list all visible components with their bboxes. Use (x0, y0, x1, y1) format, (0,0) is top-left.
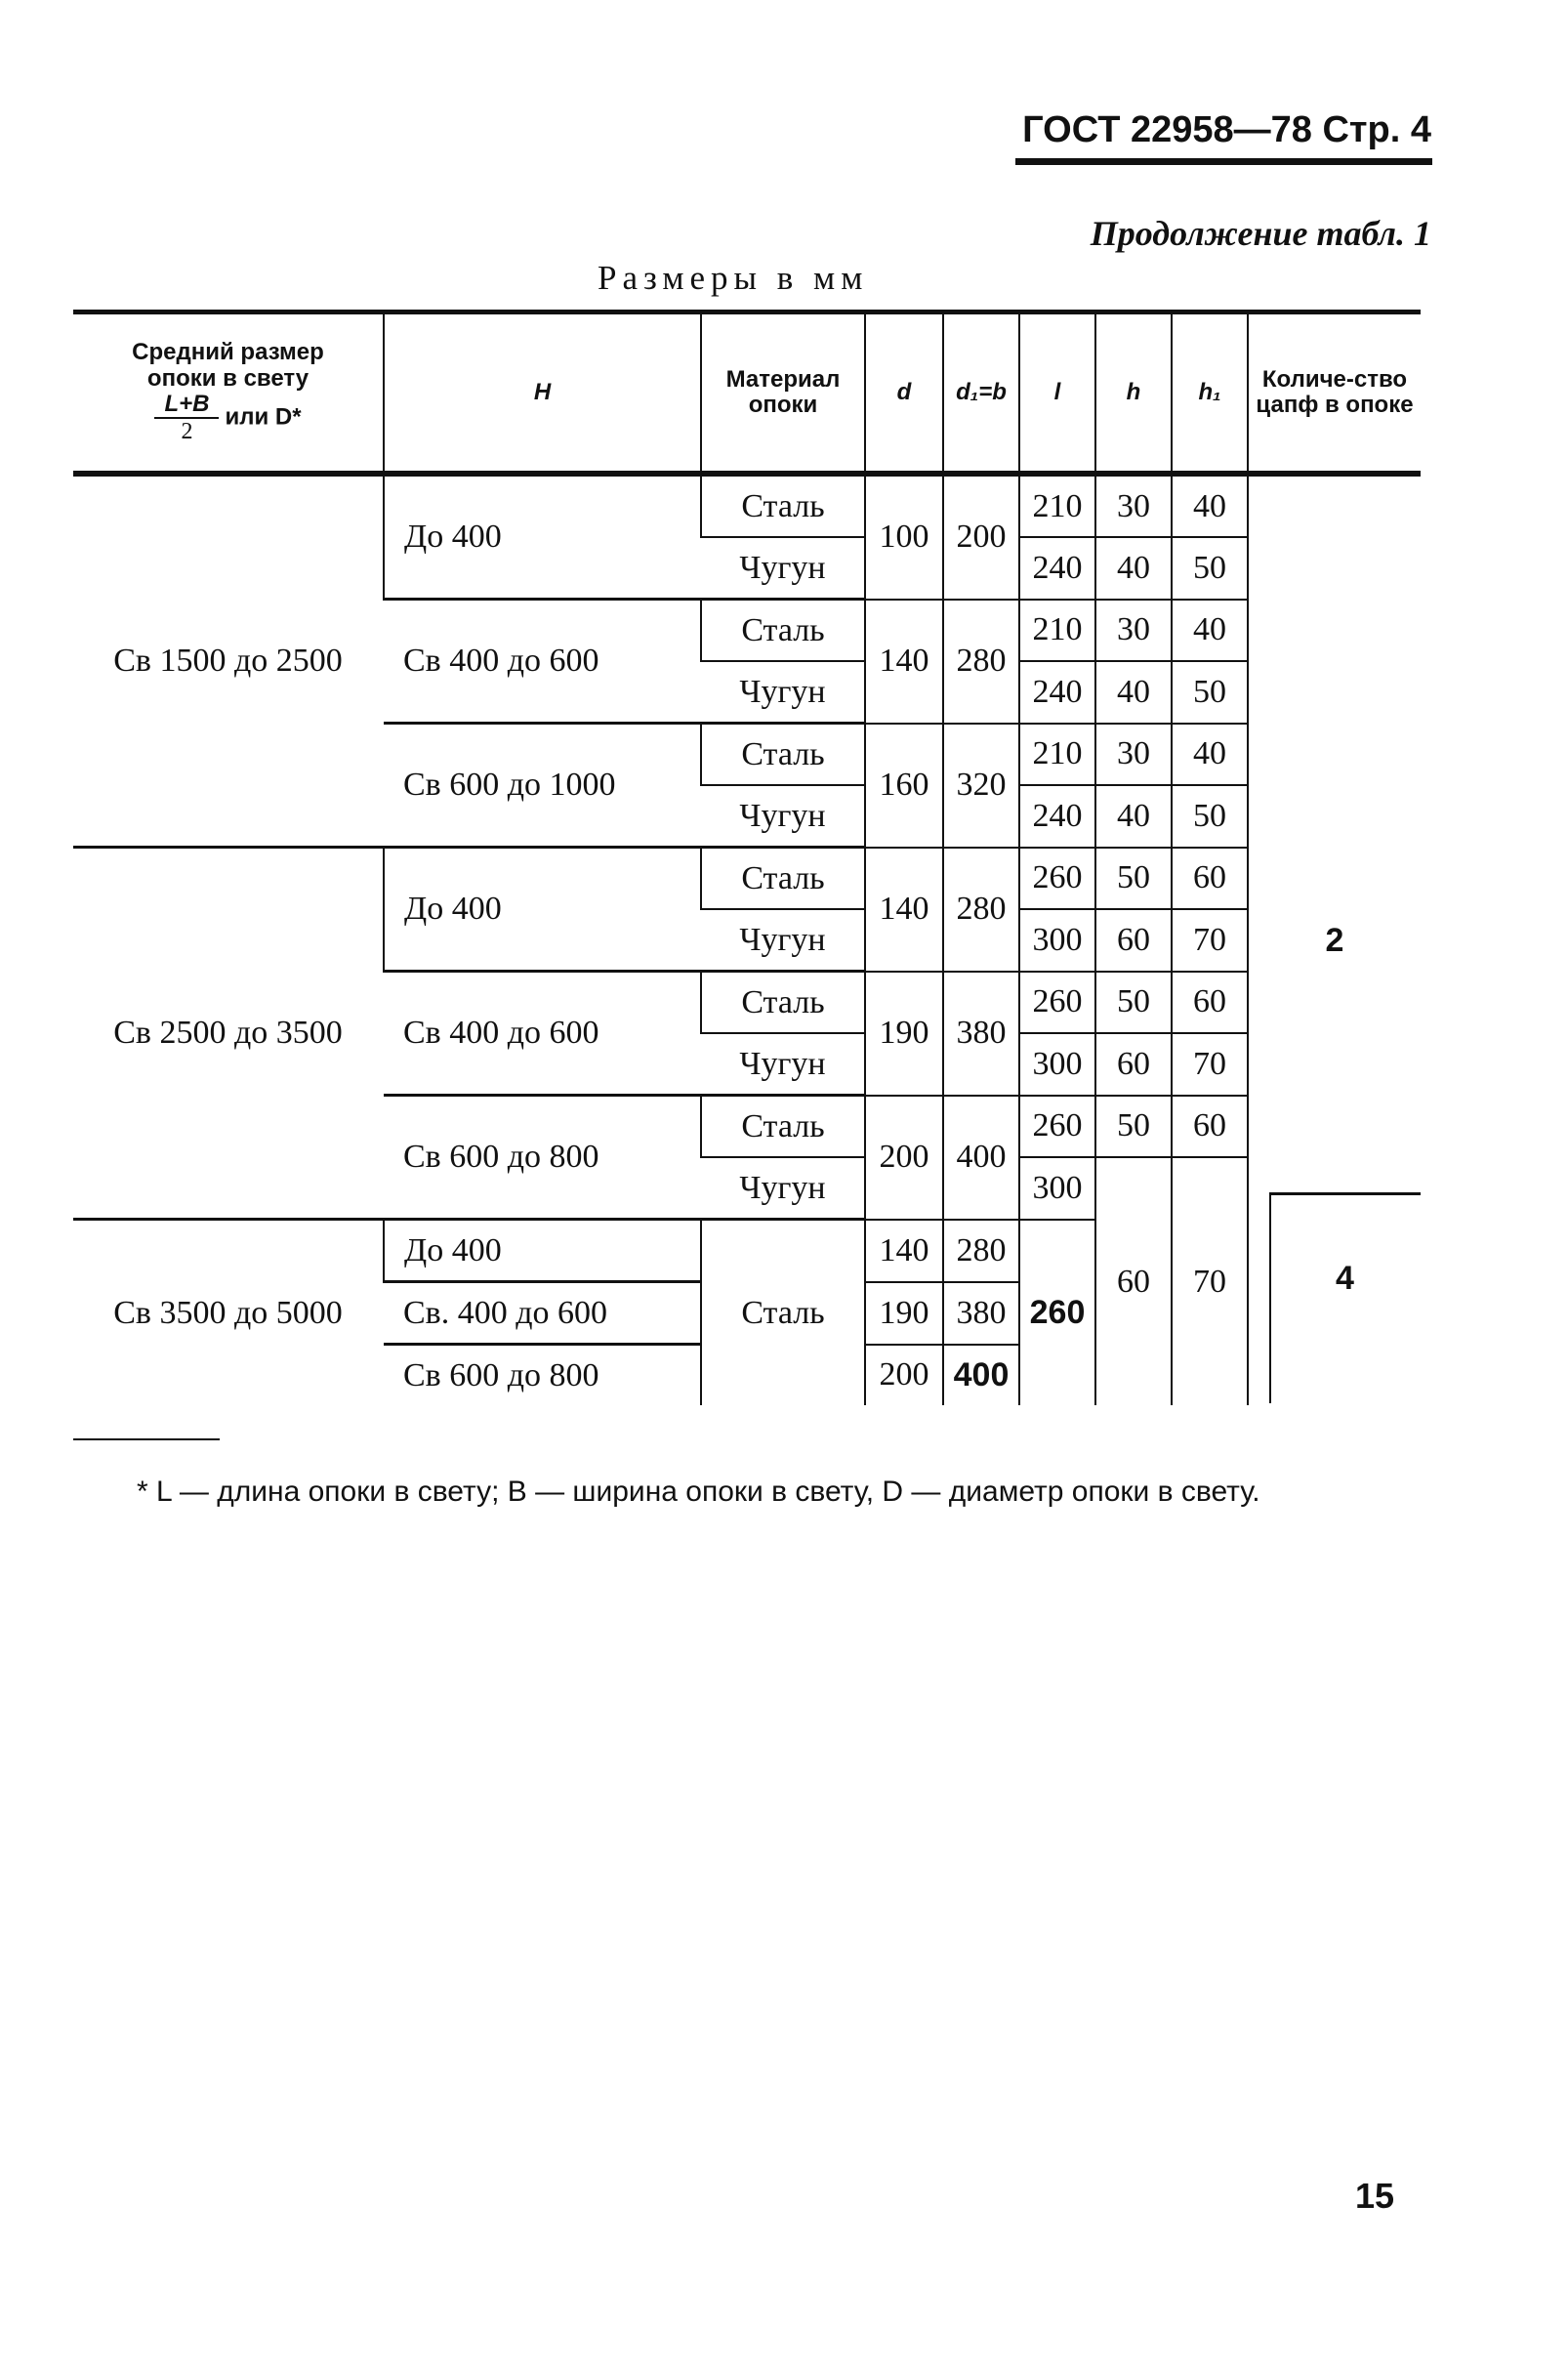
h1-cell: 40 (1172, 600, 1248, 662)
header-h: H (384, 312, 701, 475)
material-cell: Чугун (701, 909, 865, 972)
header-size-or: или D* (225, 403, 302, 431)
h1-cell: 40 (1172, 724, 1248, 786)
d1-cell: 280 (943, 1220, 1019, 1282)
fraction-numerator: L+B (154, 392, 219, 419)
material-cell: Сталь (701, 474, 865, 537)
header-l: l (1019, 312, 1095, 475)
d-cell: 190 (865, 972, 943, 1096)
hh-cell: 30 (1095, 474, 1172, 537)
l-cell: 240 (1019, 661, 1095, 724)
footnote-rule (73, 1438, 220, 1440)
page-number: 15 (1354, 2176, 1394, 2216)
material-cell: Сталь (701, 600, 865, 662)
d-cell: 200 (865, 1096, 943, 1220)
h-cell: До 400 (384, 474, 701, 600)
l-cell: 260 (1019, 1096, 1095, 1158)
header-trunnion-count: Количе-ство цапф в опоке (1248, 312, 1421, 475)
d1-cell: 400 (943, 1345, 1019, 1406)
fraction-denominator: 2 (181, 419, 193, 445)
header-material: Материал опоки (701, 312, 865, 475)
count-column-left-border (1269, 1193, 1271, 1403)
d1-cell: 400 (943, 1096, 1019, 1220)
count-cell: 2 (1248, 474, 1421, 1405)
hh-cell: 50 (1095, 848, 1172, 910)
l-cell: 260 (1019, 1220, 1095, 1406)
d-cell: 190 (865, 1282, 943, 1345)
l-cell: 260 (1019, 848, 1095, 910)
l-cell: 260 (1019, 972, 1095, 1034)
header-size-line2: опоки в свету (146, 364, 309, 392)
h-cell: Св 600 до 1000 (384, 724, 701, 848)
d1-cell: 320 (943, 724, 1019, 848)
header-h1: h₁ (1172, 312, 1248, 475)
group-size-cell: Св 3500 до 5000 (113, 1294, 343, 1331)
hh-cell: 40 (1095, 537, 1172, 600)
hh-cell: 50 (1095, 1096, 1172, 1158)
header-rule (1015, 158, 1432, 165)
h1-cell: 60 (1172, 848, 1248, 910)
d1-cell: 280 (943, 848, 1019, 972)
material-cell: Сталь (701, 848, 865, 910)
table-row (73, 474, 1421, 537)
h1-cell: 50 (1172, 661, 1248, 724)
hh-cell: 60 (1095, 909, 1172, 972)
d1-cell: 200 (943, 474, 1019, 600)
group-size-cell: Св 2500 до 3500 (73, 848, 384, 1220)
d1-cell: 380 (943, 1282, 1019, 1345)
d-cell: 200 (865, 1345, 943, 1406)
footnote: * L — длина опоки в свету; B — ширина опоки в свету, D — диаметр опоки в свету. (137, 1476, 1260, 1508)
table-header-row (73, 312, 1421, 475)
l-cell: 300 (1019, 1157, 1095, 1220)
document-header: ГОСТ 22958—78 Стр. 4 (1022, 109, 1431, 150)
h-cell: Св 600 до 800 (384, 1096, 701, 1220)
h1-cell: 70 (1172, 1033, 1248, 1096)
h-cell: Св 400 до 600 (384, 972, 701, 1096)
header-d: d (865, 312, 943, 475)
table-row (73, 848, 1421, 910)
material-cell: Сталь (701, 724, 865, 786)
material-cell: Сталь (701, 1220, 865, 1406)
material-cell: Сталь (701, 972, 865, 1034)
material-cell: Чугун (701, 661, 865, 724)
d1-cell: 280 (943, 600, 1019, 724)
hh-cell: 30 (1095, 600, 1172, 662)
hh-cell: 40 (1095, 785, 1172, 848)
hh-cell: 30 (1095, 724, 1172, 786)
l-cell: 210 (1019, 600, 1095, 662)
hh-cell: 40 (1095, 661, 1172, 724)
units-caption: Размеры в мм (598, 259, 869, 297)
h1-cell: 40 (1172, 474, 1248, 537)
material-cell: Чугун (701, 785, 865, 848)
h-cell: До 400 (384, 848, 701, 972)
l-cell: 300 (1019, 1033, 1095, 1096)
h1-cell: 60 (1172, 1096, 1248, 1158)
dimensions-table (73, 310, 1421, 1405)
group-size-cell: Св 1500 до 2500 (73, 474, 384, 848)
count-divider (1269, 1192, 1421, 1195)
d-cell: 160 (865, 724, 943, 848)
l-cell: 240 (1019, 785, 1095, 848)
l-cell: 210 (1019, 724, 1095, 786)
h-cell: До 400 (384, 1220, 701, 1282)
d-cell: 140 (865, 600, 943, 724)
h-cell: Св 400 до 600 (384, 600, 701, 724)
l-cell: 240 (1019, 537, 1095, 600)
d-cell: 140 (865, 848, 943, 972)
h-cell: Св 600 до 800 (403, 1356, 599, 1393)
l-cell: 300 (1019, 909, 1095, 972)
h1-cell: 70 (1172, 909, 1248, 972)
header-size-fraction (154, 392, 219, 445)
d-cell: 100 (865, 474, 943, 600)
h1-cell: 50 (1172, 785, 1248, 848)
header-average-size (73, 312, 384, 475)
hh-cell: 60 (1095, 1157, 1172, 1405)
l-cell: 210 (1019, 474, 1095, 537)
material-cell: Чугун (701, 537, 865, 600)
h-cell: Св. 400 до 600 (384, 1282, 701, 1345)
h1-cell: 60 (1172, 972, 1248, 1034)
header-size-line1: Средний размер (132, 339, 324, 366)
hh-cell: 60 (1095, 1033, 1172, 1096)
material-cell: Чугун (701, 1033, 865, 1096)
material-cell: Сталь (701, 1096, 865, 1158)
header-hh: h (1095, 312, 1172, 475)
material-cell: Чугун (701, 1157, 865, 1220)
d-cell: 140 (865, 1220, 943, 1282)
h1-cell: 50 (1172, 537, 1248, 600)
count-cell-lower: 4 (1336, 1260, 1354, 1297)
hh-cell: 50 (1095, 972, 1172, 1034)
table-continuation-label: Продолжение табл. 1 (1090, 214, 1431, 253)
d1-cell: 380 (943, 972, 1019, 1096)
h1-cell: 70 (1172, 1157, 1248, 1405)
header-d1-b: d₁=b (943, 312, 1019, 475)
